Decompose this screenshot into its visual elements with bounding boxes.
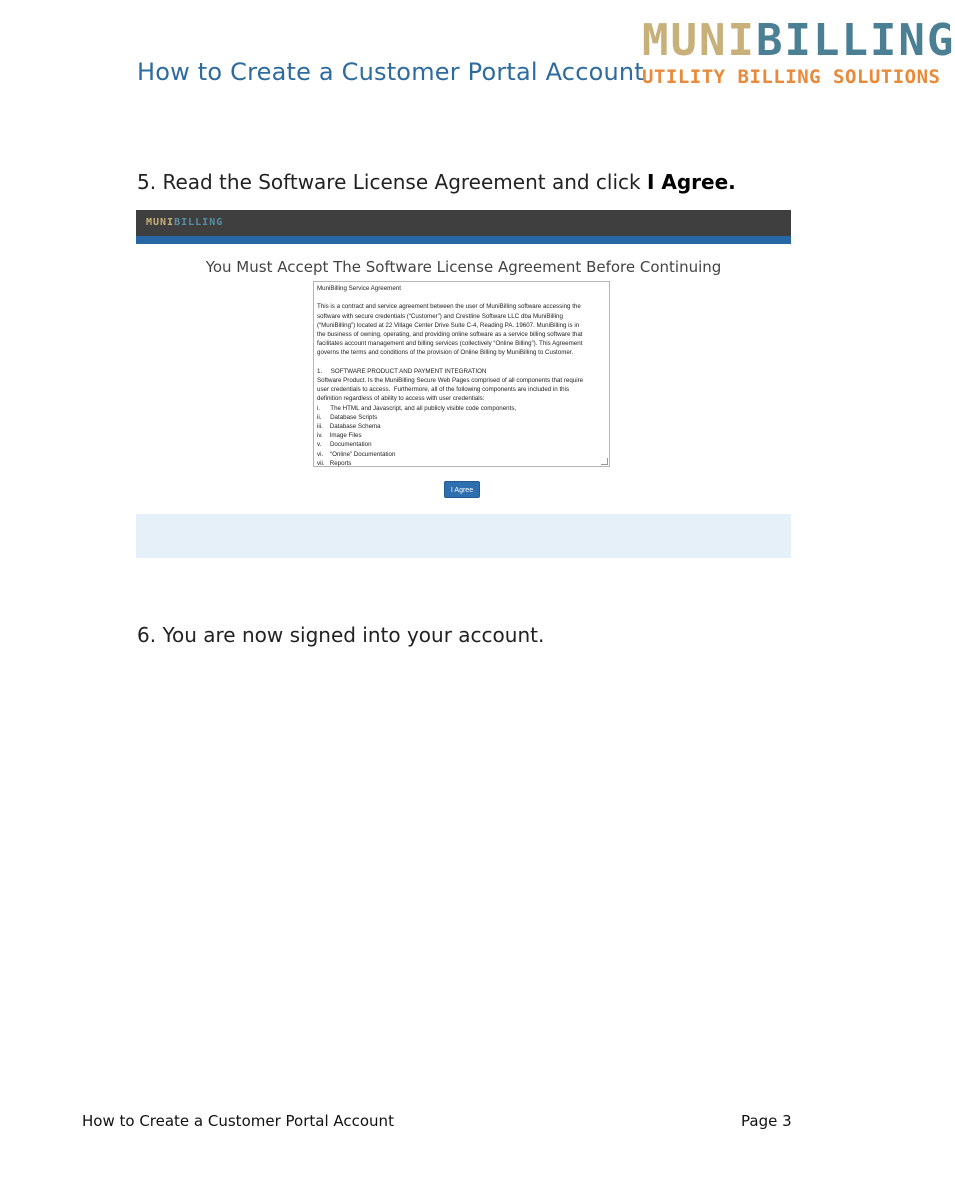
agreement-line: iv. Image Files — [317, 432, 362, 440]
agreement-line: v. Documentation — [317, 441, 372, 449]
screenshot-accent-bar — [136, 236, 791, 244]
step-5-emphasis: I Agree. — [646, 170, 736, 194]
agreement-line: (“MuniBilling”) located at 22 Village Center Drive Suite C-4, Reading PA. 19607. MuniBilling is in — [317, 321, 580, 329]
agreement-line: Software Product. Is the MuniBilling Secure Web Pages comprised of all components that require — [317, 377, 584, 385]
license-heading: You Must Accept The Software License Agreement Before Continuing — [205, 258, 722, 276]
logo-wordmark — [642, 15, 955, 66]
resize-grip-icon[interactable] — [601, 458, 608, 465]
agreement-line: facilitates account management and billing services (collectively “Online Billing”). This Agreement — [317, 340, 583, 348]
munibilling-logo — [640, 15, 955, 90]
agreement-line: iii. Database Schema — [317, 423, 381, 431]
screenshot-navbar — [136, 210, 791, 236]
screenshot-brand-logo[interactable] — [146, 217, 223, 228]
license-screenshot — [136, 210, 791, 558]
brand-part-billing: BILLING — [174, 217, 224, 228]
logo-part-muni: MUNI — [642, 15, 756, 66]
page-number: Page 3 — [741, 1112, 792, 1130]
agreement-line: vi. “Online” Documentation — [317, 450, 396, 458]
agreement-line: 1. SOFTWARE PRODUCT AND PAYMENT INTEGRATION — [317, 367, 487, 375]
agreement-line: definition regardless of ability to access with user credentials: — [317, 395, 485, 403]
logo-tagline: UTILITY BILLING SOLUTIONS — [642, 66, 941, 88]
agreement-line — [317, 358, 606, 367]
agreement-line: user credentials to access. Furthermore, all of the following components are included in this — [317, 386, 570, 394]
brand-part-muni: MUNI — [146, 217, 175, 228]
agreement-line: MuniBilling Service Agreement — [317, 285, 401, 292]
agreement-line — [317, 293, 606, 302]
agreement-line: i. The HTML and Javascript, and all publicly visible code components, — [317, 404, 517, 412]
document-title: How to Create a Customer Portal Account — [137, 58, 644, 86]
page-footer-title: How to Create a Customer Portal Account — [82, 1112, 394, 1130]
step-5-instruction — [137, 170, 736, 194]
step-6-instruction: 6. You are now signed into your account. — [137, 623, 545, 647]
agreement-line: This is a contract and service agreement between the user of MuniBilling software accessing the — [317, 303, 581, 311]
screenshot-footer — [136, 514, 791, 558]
step-5-text: 5. Read the Software License Agreement and click — [137, 170, 647, 194]
logo-part-billing: BILLING — [755, 15, 955, 66]
agreement-line: governs the terms and conditions of the provision of Online Billing by MuniBilling to Customer. — [317, 349, 574, 357]
agreement-line: software with secure credentials (“Customer”) and Crestline Software LLC dba MuniBilling — [317, 312, 563, 320]
agreement-line: ii. Database Scripts — [317, 413, 378, 421]
license-agreement-textarea[interactable] — [313, 281, 610, 467]
agreement-line: the business of owning, operating, and providing online software as a service billing software that — [317, 331, 583, 339]
i-agree-button[interactable]: I Agree — [444, 481, 480, 498]
agreement-line: vii. Reports — [317, 459, 352, 467]
